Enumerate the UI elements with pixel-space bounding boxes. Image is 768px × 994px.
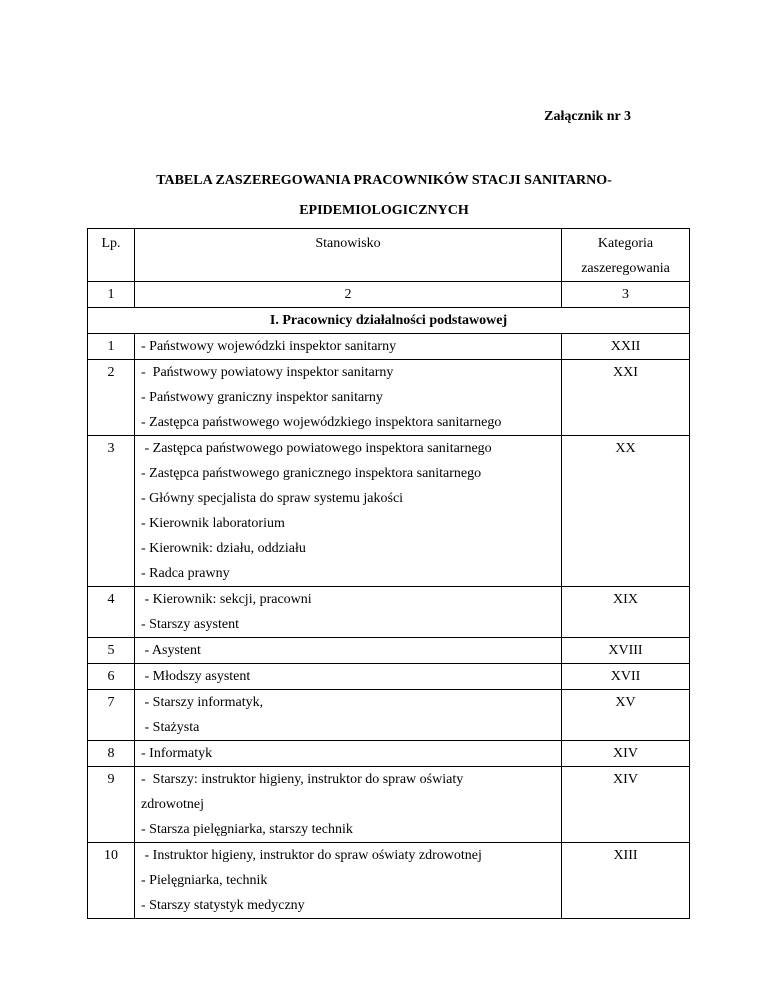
title-line-2: EPIDEMIOLOGICZNYCH (299, 203, 469, 218)
row-positions (135, 638, 562, 664)
row-lp: 2 (88, 360, 135, 436)
header-kategoria-line-1: Kategoria (597, 236, 654, 251)
row-lp: 7 (88, 690, 135, 741)
row-lp: 1 (88, 334, 135, 360)
row-category: XIV (562, 741, 690, 767)
position-line: - Stażysta (141, 720, 200, 735)
position-line: - Informatyk (141, 746, 213, 761)
position-line: - Kierownik laboratorium (141, 516, 285, 531)
row-lp: 4 (88, 587, 135, 638)
row-lp: 6 (88, 664, 135, 690)
row-positions (135, 741, 562, 767)
row-category: XX (562, 436, 690, 587)
row-category: XIV (562, 767, 690, 843)
column-number-2: 2 (135, 282, 562, 308)
column-number-1: 1 (88, 282, 135, 308)
annex-label: Załącznik nr 3 (544, 109, 631, 124)
header-row (88, 229, 690, 282)
classification-table (87, 228, 690, 919)
header-kategoria (562, 229, 690, 282)
document-title (80, 166, 688, 226)
row-category: XVII (562, 664, 690, 690)
table-row (88, 587, 690, 638)
row-category: XV (562, 690, 690, 741)
row-lp: 9 (88, 767, 135, 843)
row-lp: 10 (88, 843, 135, 919)
row-category: XIII (562, 843, 690, 919)
position-line: - Starszy statystyk medyczny (141, 898, 305, 913)
row-category: XXII (562, 334, 690, 360)
column-number-row (88, 282, 690, 308)
section-title: I. Pracownicy działalności podstawowej (88, 308, 690, 334)
row-lp: 3 (88, 436, 135, 587)
table-row (88, 767, 690, 843)
table-row (88, 638, 690, 664)
position-line: - Kierownik: działu, oddziału (141, 541, 306, 556)
table-row (88, 334, 690, 360)
row-positions (135, 664, 562, 690)
table-row (88, 436, 690, 587)
position-line: - Zastępca państwowego powiatowego inspektora sanitarnego (141, 441, 492, 456)
table-row (88, 690, 690, 741)
section-row (88, 308, 690, 334)
row-positions (135, 360, 562, 436)
position-line: - Państwowy wojewódzki inspektor sanitarny (141, 339, 397, 354)
row-lp: 5 (88, 638, 135, 664)
position-line: - Instruktor higieny, instruktor do spraw oświaty zdrowotnej (141, 848, 482, 863)
position-line: - Radca prawny (141, 566, 230, 581)
row-positions (135, 587, 562, 638)
table-row (88, 664, 690, 690)
position-line: - Asystent (141, 643, 201, 658)
position-line: - Pielęgniarka, technik (141, 873, 268, 888)
position-line: - Starszy asystent (141, 617, 239, 632)
header-stanowisko: Stanowisko (135, 229, 562, 282)
row-category: XIX (562, 587, 690, 638)
position-line: - Starszy: instruktor higieny, instruktor do spraw oświaty (141, 772, 464, 787)
row-positions (135, 843, 562, 919)
row-positions (135, 767, 562, 843)
position-line: - Zastępca państwowego wojewódzkiego inspektora sanitarnego (141, 415, 502, 430)
row-positions (135, 690, 562, 741)
row-lp: 8 (88, 741, 135, 767)
row-category: XXI (562, 360, 690, 436)
row-category: XVIII (562, 638, 690, 664)
row-positions (135, 436, 562, 587)
column-number-3: 3 (562, 282, 690, 308)
position-line: zdrowotnej (141, 797, 204, 812)
position-line: - Zastępca państwowego granicznego inspektora sanitarnego (141, 466, 482, 481)
position-line: - Kierownik: sekcji, pracowni (141, 592, 312, 607)
table-row (88, 843, 690, 919)
position-line: - Główny specjalista do spraw systemu jakości (141, 491, 404, 506)
table-row (88, 360, 690, 436)
header-lp: Lp. (88, 229, 135, 282)
position-line: - Państwowy powiatowy inspektor sanitarny (141, 365, 394, 380)
position-line: - Państwowy graniczny inspektor sanitarny (141, 390, 383, 405)
row-positions (135, 334, 562, 360)
position-line: - Starszy informatyk, (141, 695, 264, 710)
title-line-1: TABELA ZASZEREGOWANIA PRACOWNIKÓW STACJI SANITARNO- (156, 173, 612, 188)
position-line: - Starsza pielęgniarka, starszy technik (141, 822, 353, 837)
table-row (88, 741, 690, 767)
header-kategoria-line-2: zaszeregowania (581, 261, 670, 276)
position-line: - Młodszy asystent (141, 669, 251, 684)
